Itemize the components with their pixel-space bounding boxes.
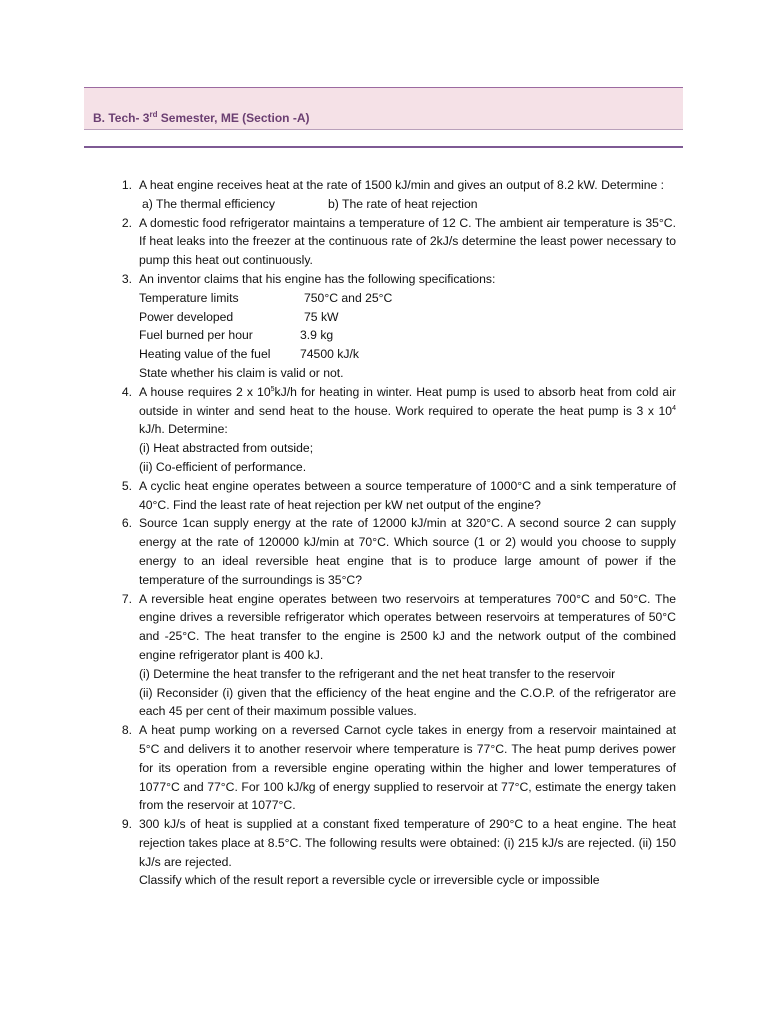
spec-label: Temperature limits [139, 290, 239, 305]
question-number: 7. [121, 591, 132, 606]
question-text: A heat pump working on a reversed Carnot cycle takes in energy from a reservoir maintained at 5°C and delivers it to another reservoir where temperature is 77°C. The heat pump derives power for its operation from a reversible engine operating within the higher and lower temperatures of 1077°C and 77°C. For 100 kJ/kg of energy supplied to reservoir at 77°C, estimate the energy taken from the reservoir at 1077°C. [139, 723, 676, 813]
spec-row [139, 326, 676, 345]
option-b: b) The rate of heat rejection [328, 196, 478, 211]
question-list [112, 176, 676, 890]
question-1 [112, 176, 676, 214]
header-band [84, 87, 683, 130]
question-7 [112, 590, 676, 722]
title-superscript: rd [149, 110, 158, 119]
page-title [93, 111, 310, 125]
question-number: 2. [121, 215, 132, 230]
spec-row [139, 308, 676, 327]
spec-value: 3.9 kg [300, 328, 334, 343]
question-closing: State whether his claim is valid or not. [139, 365, 344, 380]
spec-row [139, 289, 676, 308]
question-8 [112, 721, 676, 815]
spec-label: Power developed [139, 309, 234, 324]
spec-value: 750°C and 25°C [304, 290, 393, 305]
sub-part: (ii) Reconsider (i) given that the efficiency of the heat engine and the C.O.P. of the refrigerator are each 45 per cent of their maximum possible values. [139, 685, 676, 719]
question-9 [112, 815, 676, 890]
text-part: kJ/h. Determine: [139, 422, 228, 437]
title-suffix: Semester, ME (Section -A) [157, 111, 310, 125]
question-number: 8. [121, 723, 132, 738]
spec-row [139, 345, 676, 364]
option-a: a) The thermal efficiency [142, 196, 275, 211]
question-closing: Classify which of the result report a reversible cycle or irreversible cycle or impossible [139, 873, 600, 888]
question-6 [112, 514, 676, 589]
sub-part: (i) Determine the heat transfer to the refrigerant and the net heat transfer to the reservoir [139, 666, 616, 681]
spec-value: 74500 kJ/k [300, 347, 359, 362]
sub-part: (i) Heat abstracted from outside; [139, 441, 314, 456]
question-options [139, 195, 676, 214]
question-number: 4. [121, 384, 132, 399]
question-number: 1. [121, 178, 132, 192]
question-text [139, 383, 676, 439]
question-number: 6. [121, 516, 132, 531]
question-text: 300 kJ/s of heat is supplied at a constant fixed temperature of 290°C to a heat engine. The heat rejection takes place at 8.5°C. The following results were obtained: (i) 215 kJ/s are rejected. (ii) 150 kJ/s are rejected. [139, 817, 676, 869]
header-divider [84, 146, 683, 148]
question-text: A heat engine receives heat at the rate of 1500 kJ/min and gives an output of 8.2 kW. Determine : [139, 178, 665, 192]
spec-value: 75 kW [304, 309, 339, 324]
spec-label: Heating value of the fuel [139, 347, 271, 362]
spec-label: Fuel burned per hour [139, 328, 253, 343]
exponent: 5 [270, 385, 275, 393]
text-part: A house requires 2 x 10 [139, 384, 271, 399]
question-text: A domestic food refrigerator maintains a temperature of 12 C. The ambient air temperature is 35°C. If heat leaks into the freezer at the continuous rate of 2kJ/s determine the least power necessary to pump this heat out continuously. [139, 215, 676, 268]
question-2 [112, 214, 676, 270]
question-4 [112, 383, 676, 477]
sub-part: (ii) Co-efficient of performance. [139, 459, 307, 474]
question-number: 3. [121, 271, 132, 286]
question-text: A reversible heat engine operates between two reservoirs at temperatures 700°C and 50°C. The engine drives a reversible refrigerator which operates between reservoirs at temperatures of 50°C and -25°C. The heat transfer to the engine is 2500 kJ and the network output of the combined engine refrigerator plant is 400 kJ. [139, 591, 676, 662]
question-5 [112, 477, 676, 515]
question-text: A cyclic heat engine operates between a source temperature of 1000°C and a sink temperature of 40°C. Find the least rate of heat rejection per kW net output of the engine? [139, 478, 676, 512]
question-number: 5. [121, 478, 132, 493]
question-text: Source 1can supply energy at the rate of 12000 kJ/min at 320°C. A second source 2 can supply energy at the rate of 120000 kJ/min at 70°C. Which source (1 or 2) would you choose to supply energy to an ideal reversible heat engine that is to produce large amount of power if the temperature of the surroundings is 35°C? [139, 516, 676, 587]
exponent: 4 [672, 404, 676, 412]
text-part: kJ/h for heating in winter. Heat pump is used to absorb heat from cold air outside in winter and send heat to the house. Work required to operate the heat pump is 3 x 10 [139, 384, 676, 418]
question-text: An inventor claims that his engine has the following specifications: [139, 271, 496, 286]
title-prefix: B. Tech- 3 [93, 111, 150, 125]
question-3 [112, 270, 676, 383]
question-number: 9. [121, 817, 132, 832]
